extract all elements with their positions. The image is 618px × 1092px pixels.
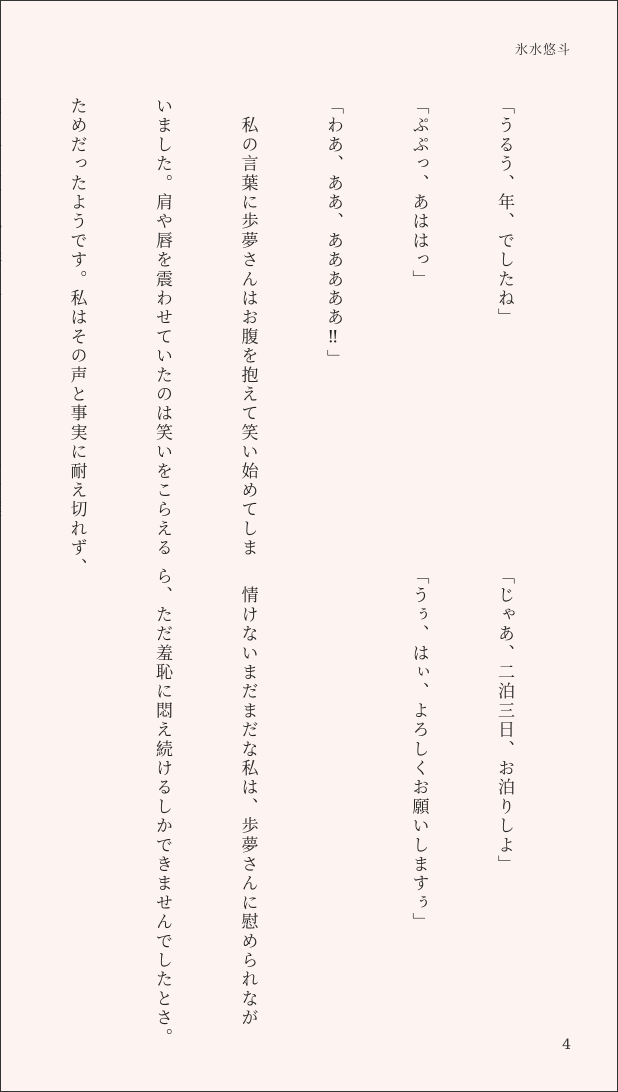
- text-line: 「じゃあ、二泊三日、お泊りしよ」: [494, 567, 514, 875]
- author-name: 氷水悠斗: [514, 43, 571, 58]
- text-line: 「うるう、年、でしたね」: [494, 97, 514, 328]
- text-line: 「ぷぷっ、あははっ」: [408, 97, 429, 289]
- text-line: 「うぅ、はぃ、よろしくお願いしますぅ」: [408, 567, 429, 932]
- page-number: 4: [562, 1037, 571, 1053]
- text-line: 「わあ、ああ、あああああ‼」: [323, 97, 343, 369]
- text-line: 情けないまだまだな私は、歩夢さんに慰められなが: [237, 567, 258, 1028]
- text-line: ためだったようです。私はその声と事実に耐え切れず、: [66, 97, 87, 577]
- blank-line: [319, 567, 348, 1007]
- upper-text-block: [0, 97, 575, 577]
- text-line: ら、ただ羞恥に悶え続けるしかできませんでしたとさ。: [152, 567, 172, 1047]
- text-line: いました。肩や唇を震わせていたのは笑いをこらえる: [152, 97, 172, 558]
- lower-text-block: [91, 567, 576, 1047]
- text-line: [0, 97, 5, 537]
- text-line: 私の言葉に歩夢さんはお腹を抱えて笑い始めてしま: [237, 97, 258, 558]
